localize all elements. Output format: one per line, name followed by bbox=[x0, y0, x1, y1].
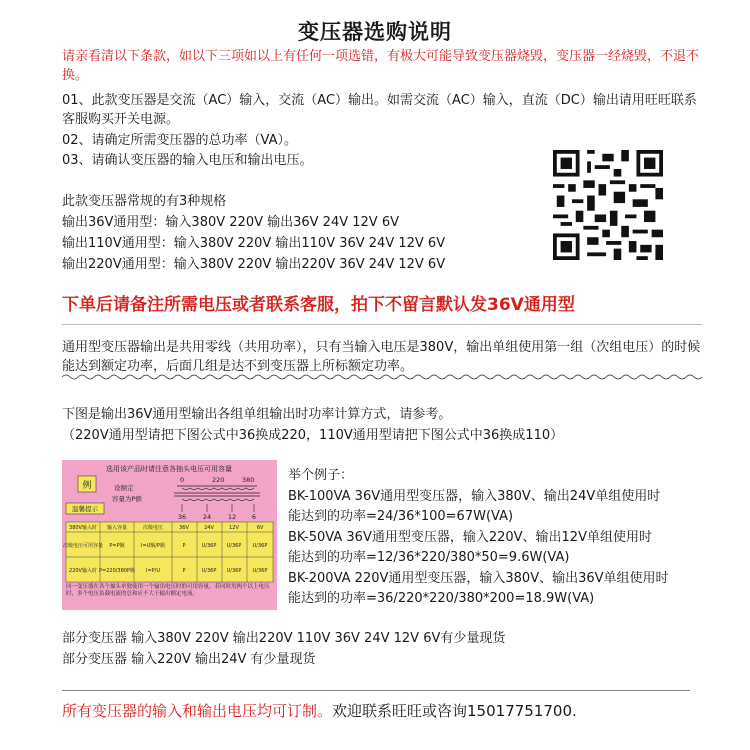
legend-capacity: 容量为P额 bbox=[112, 495, 142, 503]
example-badge: 例 bbox=[82, 481, 92, 491]
stock-line-1: 部分变压器 输入380V 220V 输出220V 110V 36V 24V 12V 6V有少量现货 bbox=[62, 631, 506, 646]
bottom-label-24: 24 bbox=[202, 513, 212, 521]
bottom-label-6: 6 bbox=[251, 513, 257, 521]
table-r0-c6: 6V bbox=[256, 525, 264, 531]
spec-110v: 输出110V通用型：输入380V 220V 输出110V 36V 24V 12V 6V bbox=[62, 236, 446, 251]
warning-text: 请亲看清以下条款，如以下三项如以上有任何一项选错，有极大可能导致变压器烧毁，变压器一经烧毁，不退不换。 bbox=[62, 49, 700, 83]
bottom-label-12: 12 bbox=[227, 513, 237, 521]
example-line-1: BK-100VA 36V通用型变压器，输入380V、输出24V单组使用时 bbox=[288, 489, 661, 504]
table-r2-c2: I=P/U bbox=[145, 568, 161, 574]
example-line-6: 能达到的功率=36/220*220/380*200=18.9W(VA) bbox=[288, 591, 595, 606]
tick-220: 220 bbox=[212, 476, 225, 484]
tick-0: 0 bbox=[180, 476, 185, 484]
table-r1-c2: I=U额/P额 bbox=[140, 543, 166, 549]
table-r1-c5: U/36P bbox=[226, 543, 242, 549]
shared-note: 通用型变压器输出是共用零线（共用功率），只有当输入电压是380V，输出单组使用第一组（次组电压）的时候能达到额定功率，后面几组是达不到变压器上所标额定功率。 bbox=[62, 340, 701, 374]
page-title: 变压器选购说明 bbox=[298, 20, 452, 44]
examples-heading: 举个例子： bbox=[288, 468, 354, 483]
table-r0-c5: 12V bbox=[229, 525, 239, 531]
wavy-divider bbox=[62, 373, 702, 381]
order-note: 下单后请备注所需电压或者联系客服，拍下不留言默认发36V通用型 bbox=[62, 295, 575, 315]
example-line-2: 能达到的功率=24/36*100=67W(VA) bbox=[288, 509, 514, 524]
table-r2-c0: 220V输入时 bbox=[69, 568, 97, 574]
point-03: 03、请确认变压器的输入电压和输出电压。 bbox=[62, 153, 313, 168]
table-r2-c1: P=220/380P额 bbox=[99, 568, 135, 574]
footer-custom-note: 所有变压器的输入和输出电压均可订制。 bbox=[62, 702, 333, 720]
table-r1-c0: 次级电压可用容量 bbox=[62, 543, 104, 549]
table-r1-c6: U/36P bbox=[252, 543, 268, 549]
table-r2-c4: U/36P bbox=[201, 568, 217, 574]
example-line-4: 能达到的功率=12/36*220/380*50=9.6W(VA) bbox=[288, 550, 570, 565]
qr-code-icon bbox=[553, 150, 663, 260]
warning-badge: 温馨提示 bbox=[72, 505, 98, 513]
table-r0-c1: 输入容量 bbox=[106, 525, 128, 531]
stock-line-2: 部分变压器 输入220V 输出24V 有少量现货 bbox=[62, 652, 316, 667]
example-line-5: BK-200VA 220V通用型变压器，输入380V、输出36V单组使用时 bbox=[288, 571, 669, 586]
footer-line bbox=[62, 700, 577, 721]
table-r0-c3: 36V bbox=[179, 525, 189, 531]
table-r2-c3: P bbox=[182, 568, 186, 574]
example-line-3: BK-50VA 36V通用型变压器，输入220V、输出12V单组使用时 bbox=[288, 530, 652, 545]
table-r1-c4: U/36P bbox=[201, 543, 217, 549]
table-r0-c0: 380V输入时 bbox=[69, 525, 97, 531]
calc-intro: 下图是输出36V通用型输出各组单组输出时功率计算方式，请参考。 bbox=[62, 407, 452, 422]
calc-hint: （220V通用型请把下图公式中36换成220，110V通用型请把下图公式中36换成110） bbox=[62, 428, 564, 443]
table-r1-c3: P bbox=[182, 543, 186, 549]
table-r2-c6: U/36P bbox=[252, 568, 268, 574]
spec-220v: 输出220V通用型：输入380V 220V 输出220V 36V 24V 12V 6V bbox=[62, 257, 446, 272]
table-r1-c1: P=P额 bbox=[109, 543, 125, 549]
spec-36v: 输出36V通用型：输入380V 220V 输出36V 24V 12V 6V bbox=[62, 215, 399, 230]
divider-bottom bbox=[62, 690, 690, 691]
diagram-header: 选用该产品时请注意各抽头电压可用容量 bbox=[106, 465, 232, 473]
tick-380: 380 bbox=[242, 476, 255, 484]
table-r2-c5: U/36P bbox=[226, 568, 242, 574]
point-02: 02、请确定所需变压器的总功率（VA）。 bbox=[62, 133, 297, 148]
bottom-label-36: 36 bbox=[177, 513, 187, 521]
divider-top bbox=[62, 324, 702, 325]
diagram-footer-text: 同一变压器在各个抽头单独使用一个输出电压时的可用容量，若同时用两个以上电压时，多个电压负载电流的总和应不大于输出额定电流。 bbox=[66, 584, 270, 597]
point-01: 01、此款变压器是交流（AC）输入，交流（AC）输出。如需交流（AC）输入，直流（DC）输出请用旺旺联系客服购买开关电源。 bbox=[62, 93, 697, 127]
transformer-diagram bbox=[62, 460, 277, 610]
specs-heading: 此款变压器常规的有3种规格 bbox=[62, 194, 227, 209]
table-r0-c2: 次级电压 bbox=[142, 525, 164, 531]
table-r0-c4: 24V bbox=[204, 525, 214, 531]
legend-voltage: 设额定 bbox=[114, 484, 134, 492]
footer-contact: 欢迎联系旺旺或咨询15017751700. bbox=[332, 702, 577, 720]
